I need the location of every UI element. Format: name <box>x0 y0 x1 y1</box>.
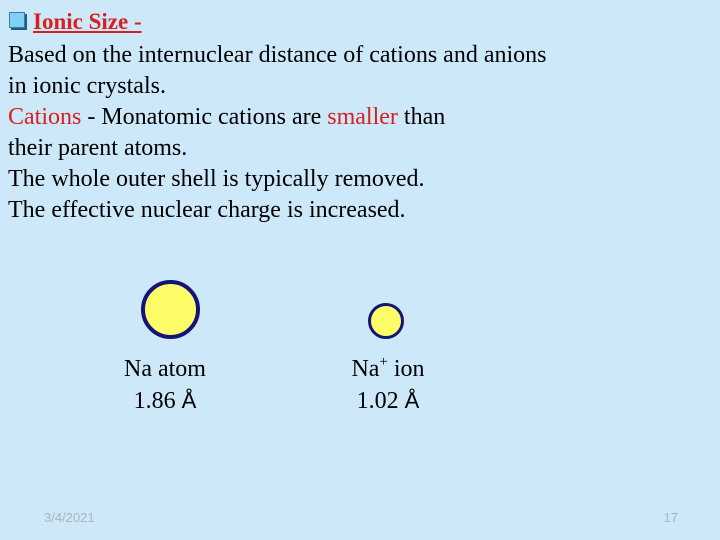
footer-page-number: 17 <box>663 510 678 525</box>
title-text: Ionic Size - <box>33 9 142 34</box>
na-ion-suffix: ion <box>387 356 425 382</box>
na-ion-caption <box>318 354 458 417</box>
body-line-3-text-b: than <box>397 104 446 130</box>
body-line-2: in ionic crystals. <box>8 73 166 99</box>
body-line-1: Based on the internuclear distance of cations and anions <box>8 42 547 68</box>
smaller-highlight: smaller <box>327 104 398 130</box>
na-ion-value: 1.02 <box>356 388 399 414</box>
body-line-5: The whole outer shell is typically removed. <box>8 166 425 192</box>
body-line-3-text-a: - Monatomic cations are <box>81 104 328 130</box>
na-atom-unit: Å <box>181 388 197 413</box>
na-ion-size <box>318 385 458 417</box>
na-ion-symbol: Na <box>351 356 380 382</box>
na-ion-charge: + <box>379 354 388 370</box>
na-atom-value: 1.86 <box>133 388 176 414</box>
na-ion-label <box>318 354 458 385</box>
body-text <box>8 40 547 226</box>
na-ion-unit: Å <box>404 388 420 413</box>
footer-date: 3/4/2021 <box>44 510 95 525</box>
slide-title <box>9 8 142 36</box>
na-ion-circle <box>368 303 404 339</box>
na-atom-circle <box>141 280 200 339</box>
body-line-6: The effective nuclear charge is increased. <box>8 197 406 223</box>
square-bullet-icon <box>9 12 25 28</box>
body-line-4: their parent atoms. <box>8 135 188 161</box>
na-atom-caption <box>95 354 235 417</box>
cations-highlight: Cations <box>8 104 82 130</box>
na-atom-label: Na atom <box>124 356 206 382</box>
body-line-3 <box>8 102 547 133</box>
na-atom-size <box>95 385 235 417</box>
